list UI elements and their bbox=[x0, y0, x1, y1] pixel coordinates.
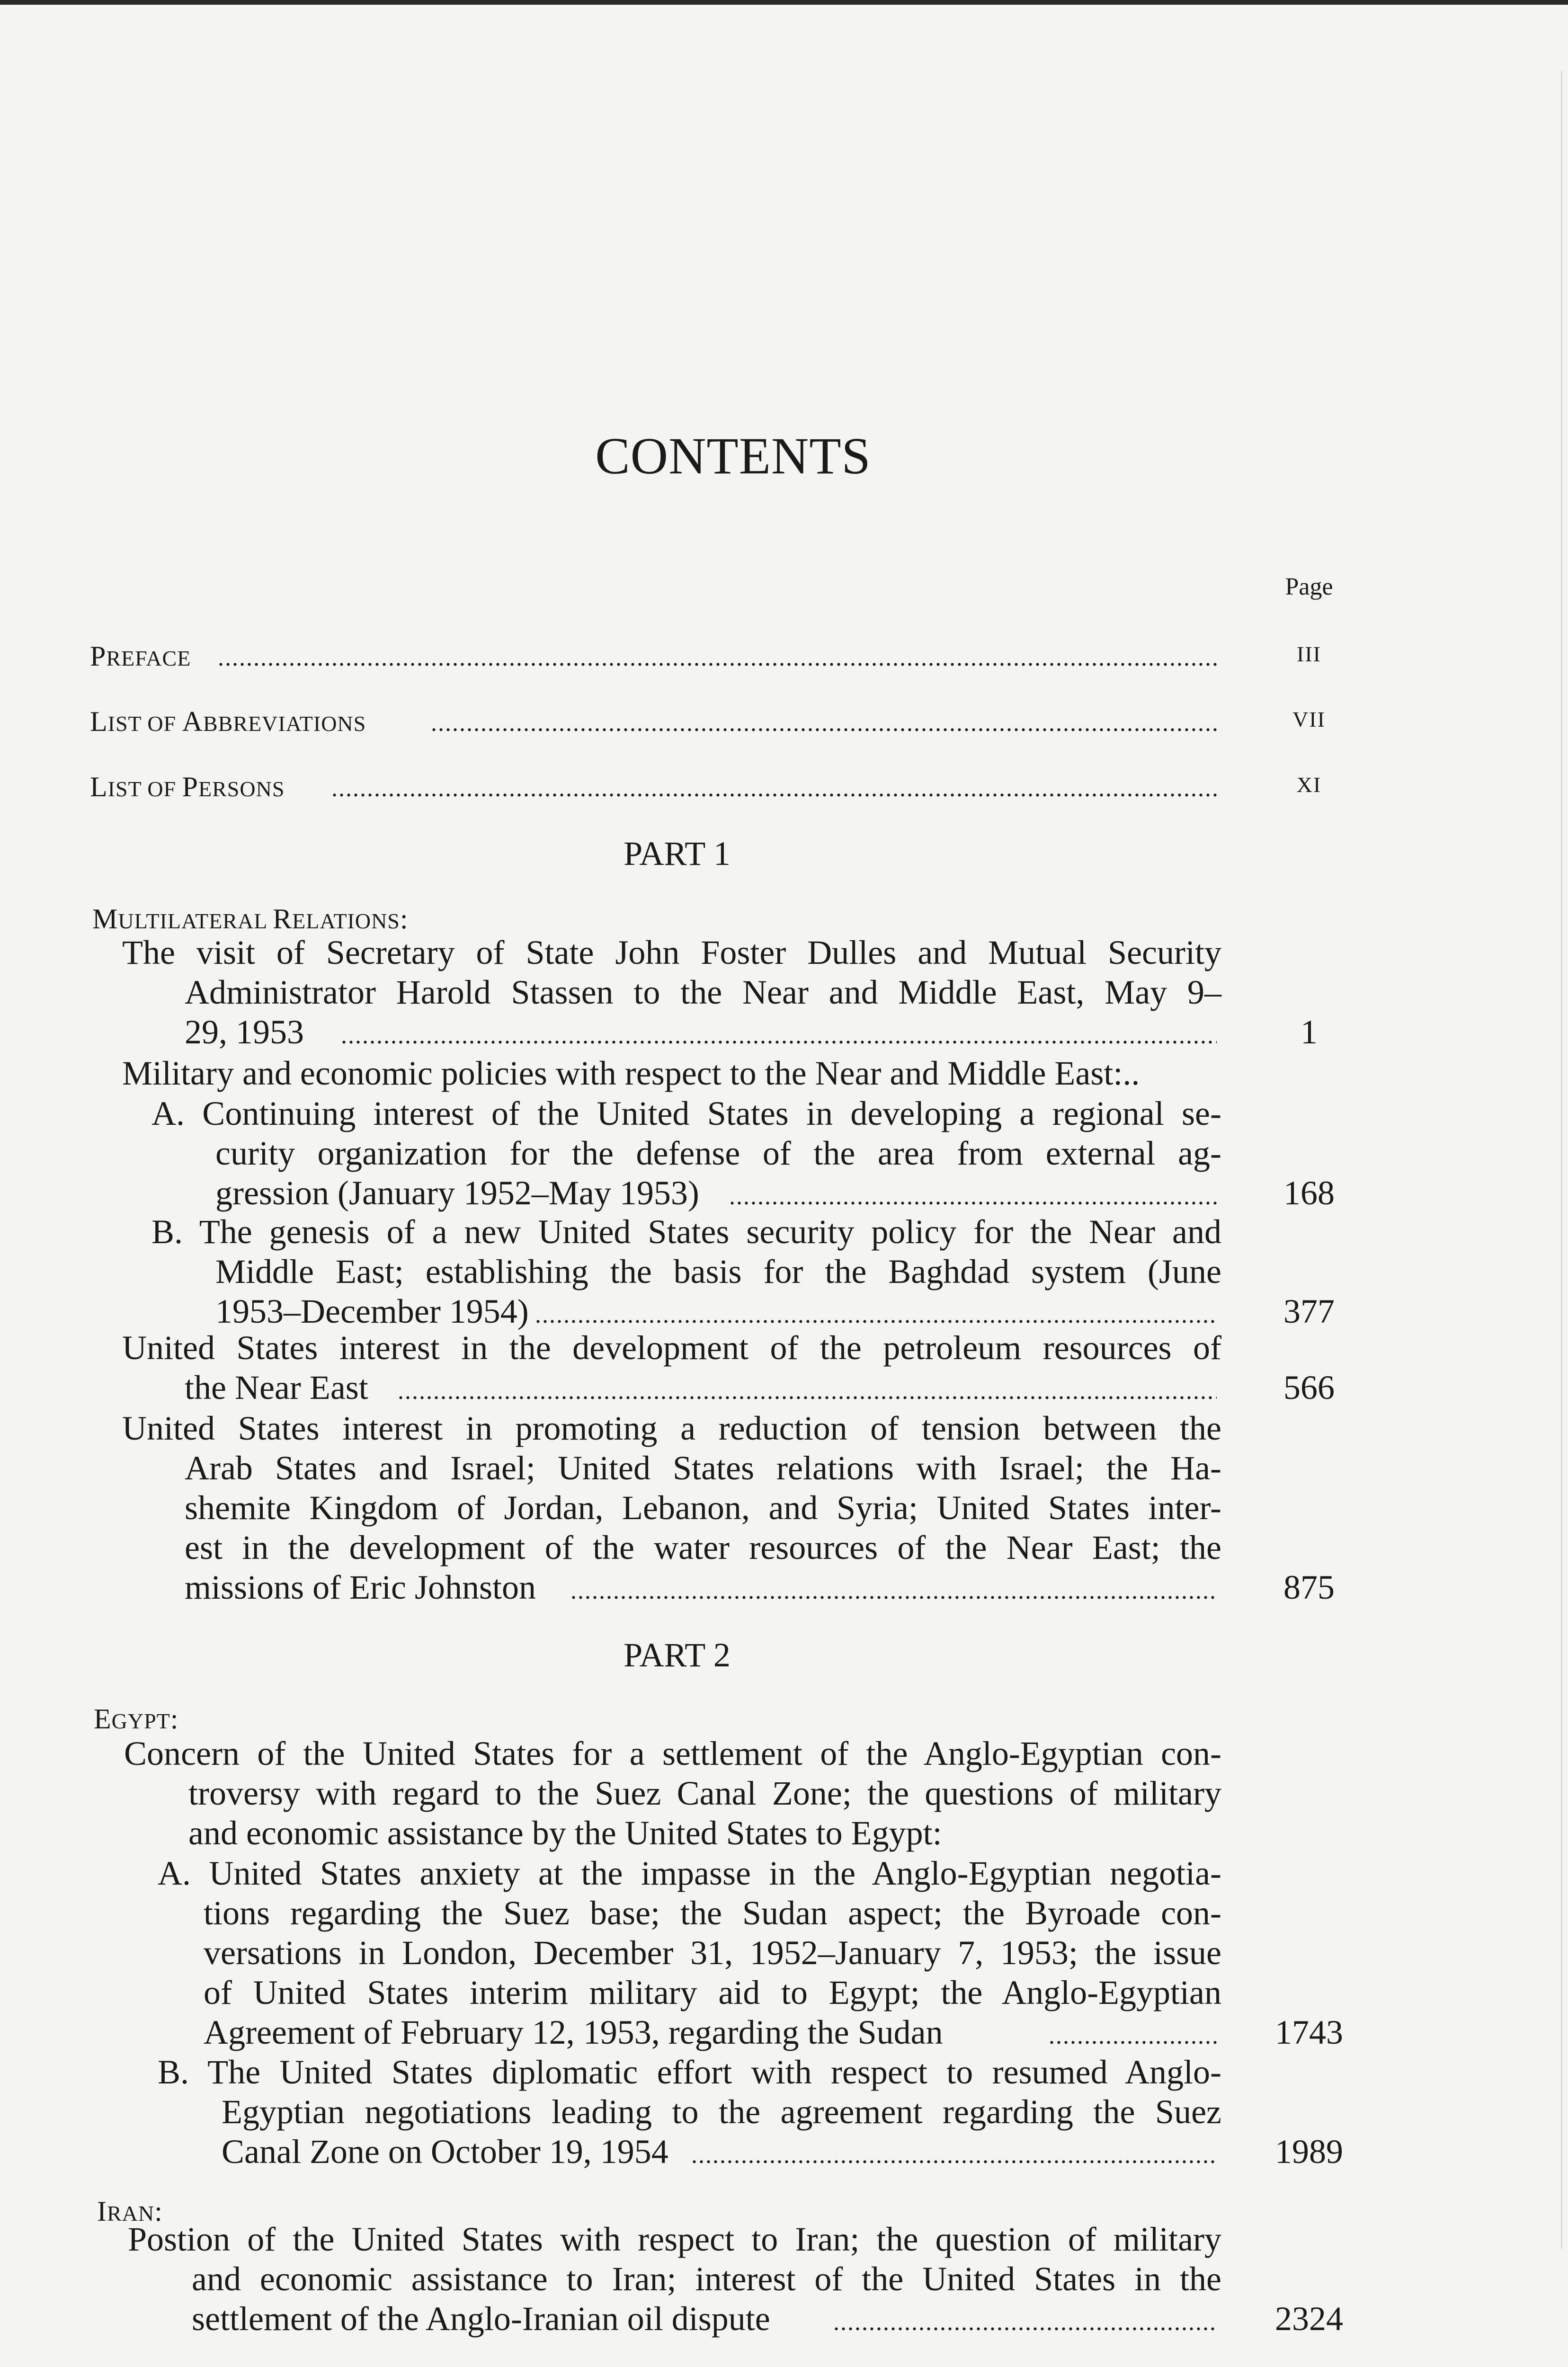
page-number: XI bbox=[1296, 773, 1322, 797]
entry-line: Arab States and Israel; United States relations with Israel; the Ha- bbox=[185, 1449, 1221, 1487]
page-number: 1 bbox=[1301, 1013, 1318, 1051]
entry-line: United States interest in the development of the petroleum resources of bbox=[122, 1329, 1221, 1367]
dot-leader bbox=[1049, 2012, 1217, 2052]
entry-line: settlement of the Anglo-Iranian oil dispute bbox=[192, 2300, 770, 2338]
entry-line: of United States interim military aid to Egypt; the Anglo-Egyptian bbox=[204, 1974, 1221, 2011]
dot-leader bbox=[431, 700, 1217, 739]
entry-line: and economic assistance to Iran; interest of the United States in the bbox=[192, 2260, 1221, 2298]
entry-line: est in the development of the water resources of the Near East; the bbox=[185, 1529, 1221, 1566]
page-number: III bbox=[1297, 642, 1321, 666]
page-column-label: Page bbox=[1285, 573, 1333, 600]
page-number: 2324 bbox=[1275, 2300, 1343, 2338]
page-number: 1989 bbox=[1275, 2133, 1343, 2171]
toc-entry-label: LIST OF ABBREVIATIONS bbox=[90, 706, 366, 737]
entry-line: Egyptian negotiations leading to the agreement regarding the Suez bbox=[222, 2093, 1221, 2131]
entry-line: troversy with regard to the Suez Canal Zone; the questions of military bbox=[188, 1774, 1221, 1812]
page-number: 566 bbox=[1283, 1369, 1335, 1406]
dot-leader bbox=[535, 1291, 1217, 1331]
entry-line: 29, 1953 bbox=[185, 1013, 304, 1051]
entry-line: the Near East bbox=[185, 1369, 368, 1406]
entry-line: Administrator Harold Stassen to the Near and Middle East, May 9– bbox=[185, 973, 1221, 1011]
entry-line: Military and economic policies with respect to the Near and Middle East:.. bbox=[122, 1054, 1140, 1092]
dot-leader bbox=[729, 1173, 1217, 1213]
dot-leader bbox=[341, 1012, 1217, 1052]
entry-line: 1953–December 1954) bbox=[215, 1292, 529, 1330]
entry-line: A. United States anxiety at the impasse in the Anglo-Egyptian negotia- bbox=[158, 1854, 1221, 1892]
top-edge-rule bbox=[0, 0, 1568, 5]
entry-line: B. The United States diplomatic effort with respect to resumed Anglo- bbox=[158, 2053, 1221, 2091]
entry-line: Middle East; establishing the basis for the Baghdad system (June bbox=[215, 1253, 1221, 1290]
entry-line: B. The genesis of a new United States security policy for the Near and bbox=[151, 1213, 1221, 1251]
page-title: CONTENTS bbox=[595, 427, 871, 485]
entry-line: Concern of the United States for a settlement of the Anglo-Egyptian con- bbox=[124, 1735, 1221, 1772]
page-number: 377 bbox=[1283, 1292, 1335, 1330]
dot-leader bbox=[218, 634, 1217, 674]
page-number: 875 bbox=[1283, 1568, 1335, 1606]
dot-leader bbox=[691, 2132, 1217, 2171]
page-number: 168 bbox=[1283, 1174, 1335, 1212]
entry-line: curity organization for the defense of the area from external ag- bbox=[215, 1134, 1221, 1172]
entry-line: and economic assistance by the United States to Egypt: bbox=[188, 1814, 942, 1852]
entry-line: Canal Zone on October 19, 1954 bbox=[222, 2133, 668, 2171]
page-number: VII bbox=[1292, 707, 1326, 731]
part-heading: PART 2 bbox=[624, 1636, 731, 1674]
entry-line: missions of Eric Johnston bbox=[185, 1568, 536, 1606]
entry-line: shemite Kingdom of Jordan, Lebanon, and Syria; United States inter- bbox=[185, 1489, 1221, 1527]
entry-line: Postion of the United States with respect to Iran; the question of military bbox=[128, 2220, 1221, 2258]
part-heading: PART 1 bbox=[624, 835, 731, 872]
entry-line: tions regarding the Suez base; the Sudan aspect; the Byroade con- bbox=[204, 1894, 1221, 1932]
toc-entry-label: LIST OF PERSONS bbox=[90, 771, 285, 802]
dot-leader bbox=[398, 1368, 1217, 1407]
dot-leader bbox=[331, 765, 1217, 805]
toc-entry-label: PREFACE bbox=[90, 641, 191, 672]
dot-leader bbox=[833, 2299, 1217, 2339]
entry-line: A. Continuing interest of the United States in developing a regional se- bbox=[151, 1095, 1221, 1132]
entry-line: The visit of Secretary of State John Foster Dulles and Mutual Security bbox=[122, 934, 1221, 971]
entry-line: gression (January 1952–May 1953) bbox=[215, 1174, 699, 1212]
page-number: 1743 bbox=[1275, 2013, 1343, 2051]
entry-line: United States interest in promoting a reduction of tension between the bbox=[122, 1409, 1221, 1447]
entry-line: Agreement of February 12, 1953, regarding the Sudan bbox=[204, 2013, 943, 2051]
dot-leader bbox=[570, 1567, 1217, 1607]
entry-line: versations in London, December 31, 1952–January 7, 1953; the issue bbox=[204, 1934, 1221, 1972]
